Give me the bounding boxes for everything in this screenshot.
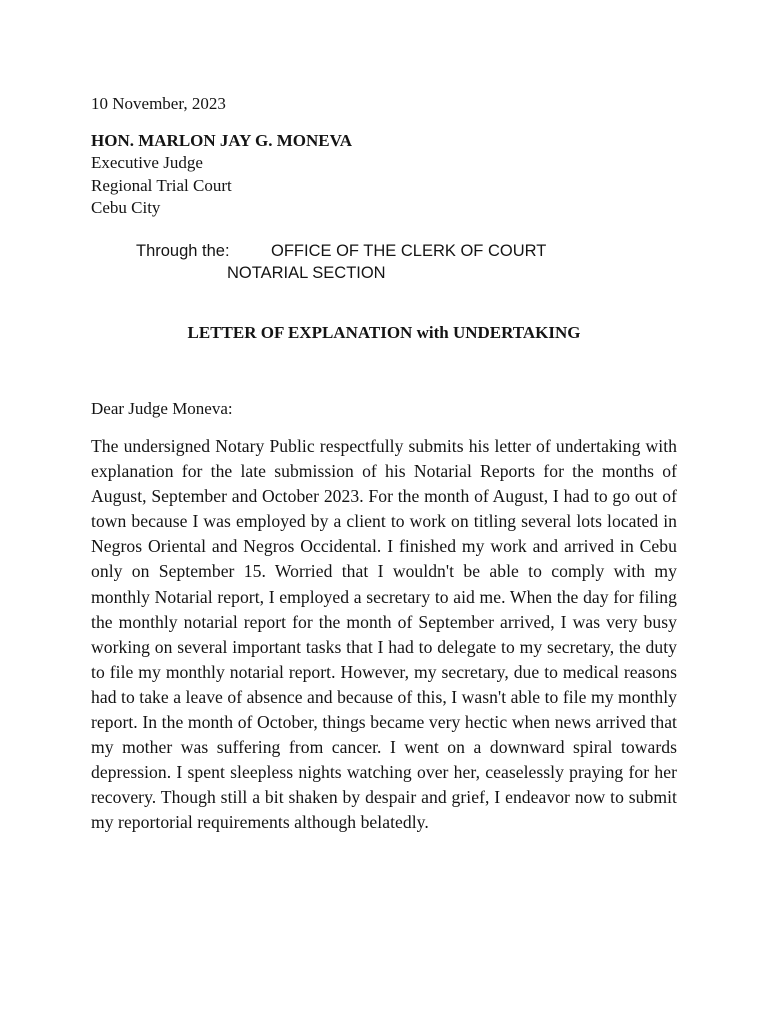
letter-subject: LETTER OF EXPLANATION with UNDERTAKING xyxy=(187,323,581,342)
recipient-city: Cebu City xyxy=(91,198,161,217)
through-label: Through the: xyxy=(136,242,230,260)
recipient-court: Regional Trial Court xyxy=(91,176,232,195)
recipient-title: Executive Judge xyxy=(91,153,203,172)
recipient-name: HON. MARLON JAY G. MONEVA xyxy=(91,131,352,150)
body-paragraph: The undersigned Notary Public respectfully submits his letter of undertaking with explanation for the late submission of his Notarial Reports for the months of August, September and October 2023. For the month of August, I had to go out of town because I was employed by a client to work on titling several lots located in Negros Oriental and Negros Occidental. I finished my work and arrived in Cebu only on September 15. Worried that I wouldn't be able to comply with my monthly Notarial report, I employed a secretary to aid me. When the day for filing the monthly notarial report for the month of September arrived, I was very busy working on several important tasks that I had to delegate to my secretary, the duty to file my monthly notarial report. However, my secretary, due to medical reasons had to take a leave of absence and because of this, I wasn't able to file my monthly report. In the month of October, things became very hectic when news arrived that my mother was suffering from cancer. I went on a downward spiral towards depression. I spent sleepless nights watching over her, ceaselessly praying for her recovery. Though still a bit shaken by despair and grief, I endeavor now to submit my reportorial requirements although belatedly. xyxy=(91,436,677,833)
through-office-line1: OFFICE OF THE CLERK OF COURT xyxy=(271,242,547,260)
letter-date: 10 November, 2023 xyxy=(91,94,226,113)
salutation: Dear Judge Moneva: xyxy=(91,399,233,418)
letter-body xyxy=(91,434,677,836)
through-office-line2: NOTARIAL SECTION xyxy=(227,264,386,282)
